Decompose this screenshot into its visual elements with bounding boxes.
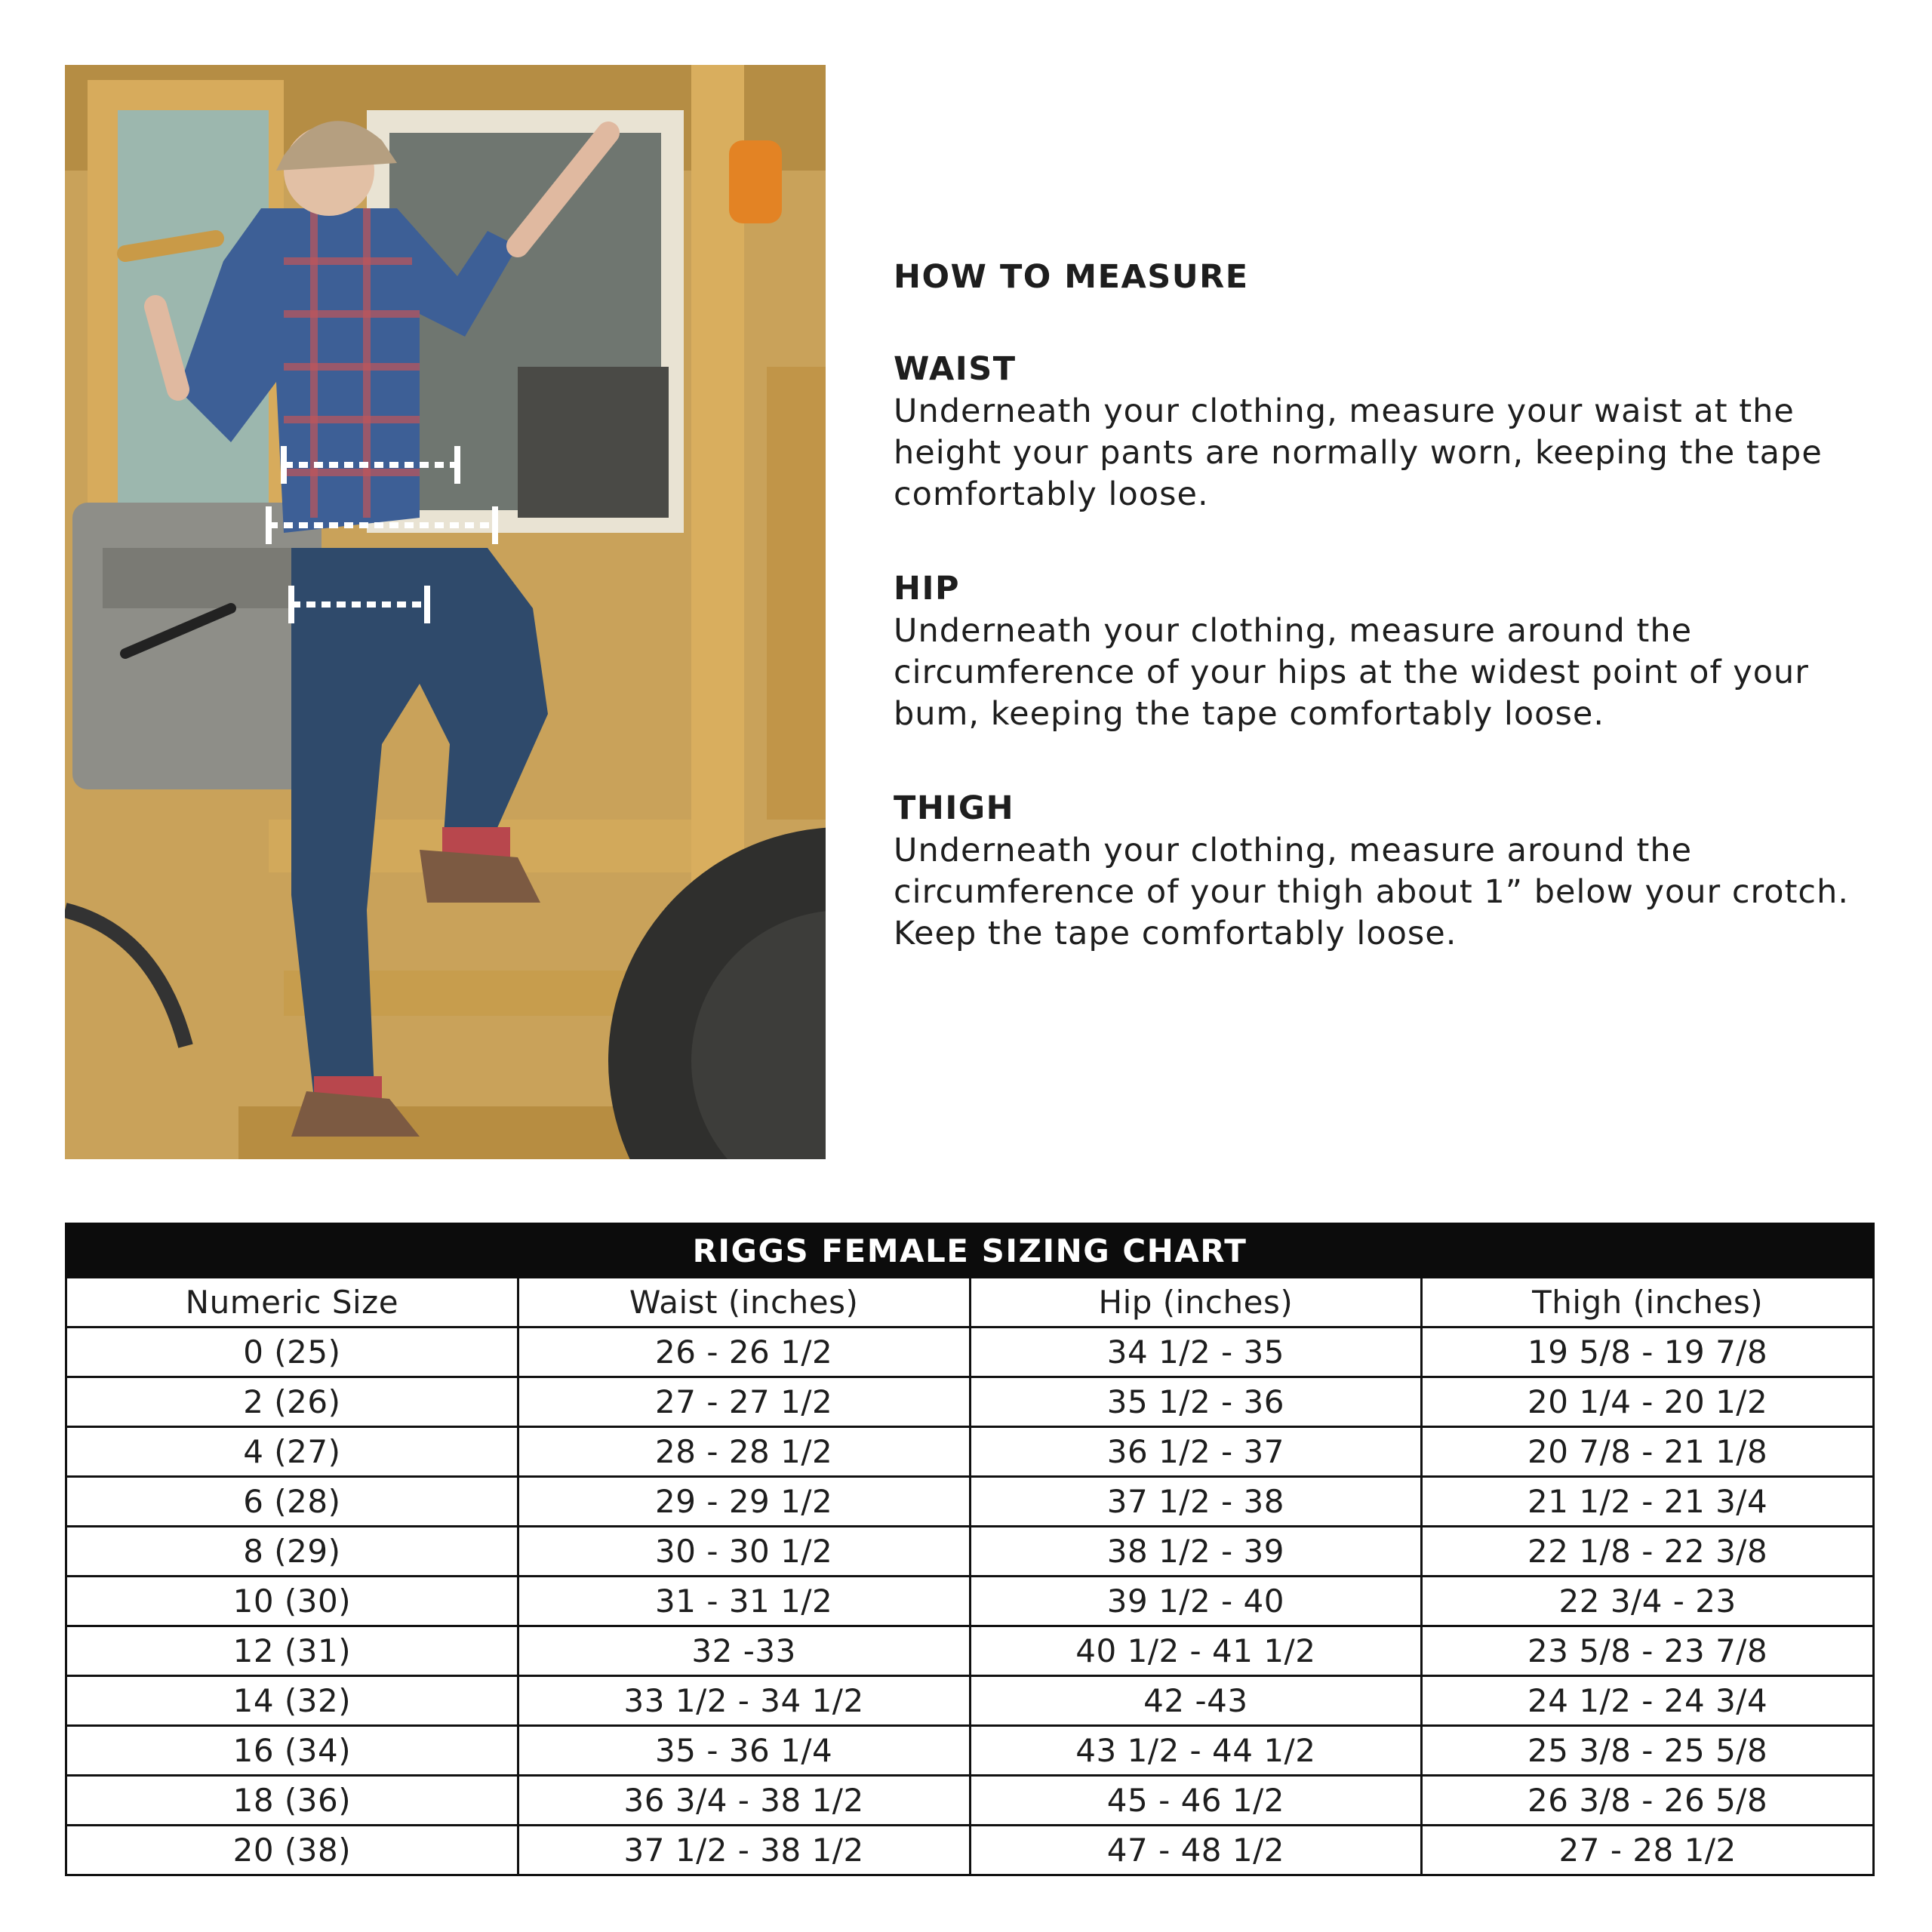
thigh-cell: 19 5/8 - 19 7/8 — [1422, 1327, 1874, 1377]
table-row — [66, 1776, 1874, 1826]
chart-title: RIGGS FEMALE SIZING CHART — [66, 1224, 1874, 1278]
table-row — [66, 1826, 1874, 1875]
thigh-cell: 20 1/4 - 20 1/2 — [1422, 1377, 1874, 1427]
numeric-size-cell: 10 (30) — [66, 1577, 518, 1626]
numeric-size-cell: 16 (34) — [66, 1726, 518, 1776]
numeric-size-cell: 18 (36) — [66, 1776, 518, 1826]
chart-body — [66, 1327, 1874, 1875]
woman-on-machine-illustration — [65, 65, 826, 1159]
thigh-heading: THIGH — [894, 789, 1015, 827]
hip-cell: 43 1/2 - 44 1/2 — [970, 1726, 1422, 1776]
thigh-cell: 21 1/2 - 21 3/4 — [1422, 1477, 1874, 1527]
thigh-instructions: Underneath your clothing, measure around the circumference of your thigh about 1” below your crotch. Keep the tape comfortably loose. — [894, 831, 1849, 952]
waist-heading: WAIST — [894, 349, 1017, 388]
numeric-size-cell: 12 (31) — [66, 1626, 518, 1676]
waist-cell: 32 -33 — [518, 1626, 970, 1676]
hip-cell: 39 1/2 - 40 — [970, 1577, 1422, 1626]
waist-cell: 31 - 31 1/2 — [518, 1577, 970, 1626]
thigh-cell: 25 3/8 - 25 5/8 — [1422, 1726, 1874, 1776]
thigh-cell: 27 - 28 1/2 — [1422, 1826, 1874, 1875]
table-row — [66, 1527, 1874, 1577]
waist-cell: 36 3/4 - 38 1/2 — [518, 1776, 970, 1826]
hip-cell: 40 1/2 - 41 1/2 — [970, 1626, 1422, 1676]
waist-instructions: Underneath your clothing, measure your waist at the height your pants are normally worn, keeping the tape comfortably loose. — [894, 392, 1823, 513]
column-header-waist: Waist (inches) — [518, 1278, 970, 1327]
numeric-size-cell: 20 (38) — [66, 1826, 518, 1875]
numeric-size-cell: 6 (28) — [66, 1477, 518, 1527]
table-row — [66, 1377, 1874, 1427]
table-row — [66, 1327, 1874, 1377]
guide-title: HOW TO MEASURE — [894, 258, 1249, 296]
numeric-size-cell: 8 (29) — [66, 1527, 518, 1577]
waist-cell: 28 - 28 1/2 — [518, 1427, 970, 1477]
hip-instructions: Underneath your clothing, measure around the circumference of your hips at the widest point of your bum, keeping the tape comfortably loose. — [894, 611, 1809, 733]
column-header-hip: Hip (inches) — [970, 1278, 1422, 1327]
hip-cell: 37 1/2 - 38 — [970, 1477, 1422, 1527]
column-header-thigh: Thigh (inches) — [1422, 1278, 1874, 1327]
numeric-size-cell: 4 (27) — [66, 1427, 518, 1477]
table-row — [66, 1577, 1874, 1626]
hip-cell: 35 1/2 - 36 — [970, 1377, 1422, 1427]
hip-cell: 47 - 48 1/2 — [970, 1826, 1422, 1875]
hip-cell: 36 1/2 - 37 — [970, 1427, 1422, 1477]
thigh-cell: 24 1/2 - 24 3/4 — [1422, 1676, 1874, 1726]
thigh-cell: 23 5/8 - 23 7/8 — [1422, 1626, 1874, 1676]
hip-cell: 42 -43 — [970, 1676, 1422, 1726]
waist-cell: 27 - 27 1/2 — [518, 1377, 970, 1427]
hip-heading: HIP — [894, 569, 961, 608]
sizing-chart-table — [65, 1223, 1875, 1876]
thigh-cell: 22 1/8 - 22 3/8 — [1422, 1527, 1874, 1577]
how-to-measure-section — [894, 257, 1897, 1008]
thigh-cell: 26 3/8 - 26 5/8 — [1422, 1776, 1874, 1826]
table-row — [66, 1477, 1874, 1527]
waist-cell: 33 1/2 - 34 1/2 — [518, 1676, 970, 1726]
table-row — [66, 1676, 1874, 1726]
numeric-size-cell: 2 (26) — [66, 1377, 518, 1427]
thigh-cell: 20 7/8 - 21 1/8 — [1422, 1427, 1874, 1477]
numeric-size-cell: 0 (25) — [66, 1327, 518, 1377]
table-row — [66, 1427, 1874, 1477]
numeric-size-cell: 14 (32) — [66, 1676, 518, 1726]
hip-cell: 45 - 46 1/2 — [970, 1776, 1422, 1826]
waist-cell: 30 - 30 1/2 — [518, 1527, 970, 1577]
column-header-numeric-size: Numeric Size — [66, 1278, 518, 1327]
waist-cell: 26 - 26 1/2 — [518, 1327, 970, 1377]
waist-cell: 29 - 29 1/2 — [518, 1477, 970, 1527]
waist-cell: 37 1/2 - 38 1/2 — [518, 1826, 970, 1875]
waist-cell: 35 - 36 1/4 — [518, 1726, 970, 1776]
thigh-cell: 22 3/4 - 23 — [1422, 1577, 1874, 1626]
hip-cell: 38 1/2 - 39 — [970, 1527, 1422, 1577]
hip-cell: 34 1/2 - 35 — [970, 1327, 1422, 1377]
table-row — [66, 1626, 1874, 1676]
header-row — [66, 1278, 1874, 1327]
table-row — [66, 1726, 1874, 1776]
product-photo — [65, 65, 826, 1159]
